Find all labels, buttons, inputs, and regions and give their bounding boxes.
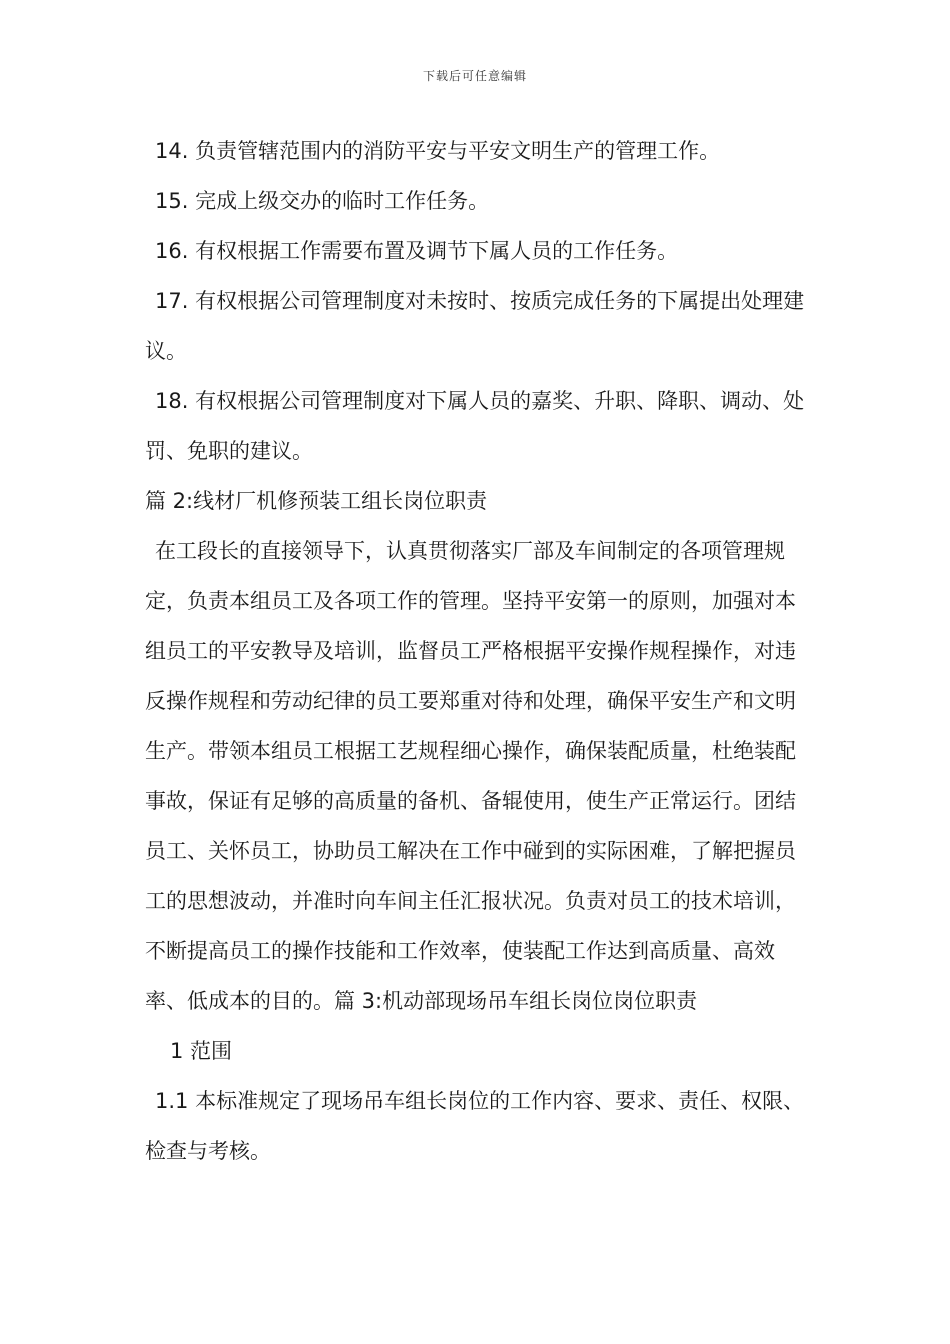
paragraph-item-15: 15. 完成上级交办的临时工作任务。 — [155, 189, 490, 213]
paragraph-item-14: 14. 负责管辖范围内的消防平安与平安文明生产的管理工作。 — [155, 139, 721, 163]
section-heading-2: 篇 2:线材厂机修预装工组长岗位职责 — [145, 489, 488, 513]
page-header: 下载后可任意编辑 — [422, 69, 527, 83]
section-body-2: 在工段长的直接领导下，认真贯彻落实厂部及车间制定的各项管理规定，负责本组员工及各项工作的管理。坚持平安第一的原则，加强对本组员工的平安教导及培训，监督员工严格根据平安操作规程操作，对违反操作规程和劳动纪律的员工要郑重对待和处理，确保平安生产和文明生产。带领本组员工根据工艺规程细心操作，确保装配质量，杜绝装配事故，保证有足够的高质量的备机、备辊使用，使生产正常运行。团结员工、关怀员工，协助员工解决在工作中碰到的实际困难，了解把握员工的思想波动，并准时向车间主任汇报状况。负责对员工的技术培训，不断提高员工的操作技能和工作效率，使装配工作达到高质量、高效率、低成本的目的。篇 3:机动部现场吊车组长岗位岗位职责 — [145, 539, 796, 1013]
paragraph-item-16: 16. 有权根据工作需要布置及调节下属人员的工作任务。 — [155, 239, 679, 263]
document-body — [145, 126, 810, 1176]
paragraph-item-18: 18. 有权根据公司管理制度对下属人员的嘉奖、升职、降职、调动、处罚、免职的建议。 — [145, 389, 805, 463]
section-subheading-scope: 1 范围 — [170, 1039, 233, 1063]
paragraph-item-1-1: 1.1 本标准规定了现场吊车组长岗位的工作内容、要求、责任、权限、检查与考核。 — [145, 1089, 805, 1163]
paragraph-item-17: 17. 有权根据公司管理制度对未按时、按质完成任务的下属提出处理建议。 — [145, 289, 805, 363]
